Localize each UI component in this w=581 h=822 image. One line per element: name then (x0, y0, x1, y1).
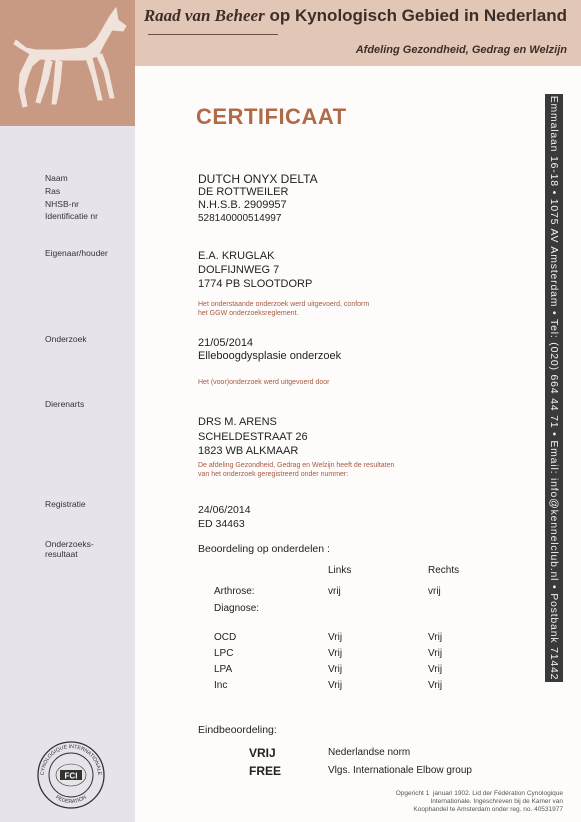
arthrose-label: Arthrose: (214, 586, 255, 597)
diagnose-label: Diagnose: (214, 603, 260, 614)
row-left: Vrij (328, 648, 343, 659)
row-right: Vrij (428, 648, 443, 659)
exam-type: Elleboogdysplasie onderzoek (198, 350, 342, 362)
row-name: Inc (214, 680, 228, 691)
logo-box (0, 0, 135, 126)
label-ras: Ras (45, 186, 61, 196)
dog-breed: DE ROTTWEILER (198, 186, 289, 198)
label-eigenaar: Eigenaar/houder (45, 248, 108, 258)
dog-nhsb: N.H.S.B. 2909957 (198, 199, 287, 211)
label-nhsb: NHSB-nr (45, 199, 80, 209)
registration-date: 24/06/2014 (198, 504, 251, 516)
final-norm-nl: Nederlandse norm (328, 747, 411, 758)
fci-seal-icon (36, 740, 106, 810)
row-name: OCD (214, 632, 237, 643)
row-right: Vrij (428, 664, 443, 675)
label-dierenarts: Dierenarts (45, 399, 85, 409)
row-right: Vrij (428, 680, 443, 691)
note-owner: Het onderstaande onderzoek werd uitgevoerd, conform het GGW onderzoeksreglement. (198, 301, 370, 317)
row-left: Vrij (328, 632, 343, 643)
vet-city: 1823 WB ALKMAAR (198, 445, 299, 457)
row-right: Vrij (428, 632, 443, 643)
label-naam: Naam (45, 173, 68, 183)
svg-text:FEDERATION (54, 794, 87, 805)
label-onderzoek: Onderzoek (45, 334, 87, 344)
registration-number: ED 34463 (198, 518, 245, 530)
row-left: Vrij (328, 664, 343, 675)
result-heading: Beoordeling op onderdelen : (198, 543, 330, 555)
label-identificatie: Identificatie nr (45, 211, 98, 221)
org-name-rest: op Kynologisch Gebied in Nederland (269, 6, 567, 25)
vet-street: SCHELDESTRAAT 26 (198, 431, 308, 443)
owner-street: DOLFIJNWEG 7 (198, 264, 280, 276)
organization-title (144, 6, 567, 26)
dog-chip: 528140000514997 (198, 213, 282, 224)
note-exam: Het (voor)onderzoek werd uitgevoerd door (198, 379, 330, 386)
header-rule (148, 34, 278, 35)
label-registratie: Registratie (45, 499, 86, 509)
department-name: Afdeling Gezondheid, Gedrag en Welzijn (355, 44, 567, 56)
row-name: LPC (214, 648, 234, 659)
seal-center-text: FCI (64, 771, 78, 781)
contact-bar-text: Emmalaan 16-18 • 1075 AV Amsterdam • Tel: (020) 664 44 71 • Email: info@kennelclub.nl • Postbank 71442 (548, 95, 560, 681)
final-verdict-en: FREE (249, 764, 282, 778)
owner-name: E.A. KRUGLAK (198, 250, 275, 262)
label-resultaat: Onderzoeks- resultaat (45, 539, 94, 559)
col-right-header: Rechts (428, 565, 460, 576)
footer-note: Opgericht 1 januari 1902. Lid der Fédération Cynologique Internationale. Ingeschreven bij de Kamer van Koophandel te Amsterdam onder reg. no. 40531977 (395, 790, 563, 813)
seal-ring-text-bottom: FEDERATION (54, 794, 88, 806)
col-left-header: Links (328, 565, 352, 576)
final-label: Eindbeoordeling: (198, 724, 277, 736)
exam-date: 21/05/2014 (198, 337, 254, 349)
dog-name: DUTCH ONYX DELTA (198, 172, 318, 186)
final-norm-en: Vlgs. Internationale Elbow group (328, 765, 472, 776)
arthrose-left: vrij (328, 586, 341, 597)
owner-city: 1774 PB SLOOTDORP (198, 278, 313, 290)
certificate-title: CERTIFICAAT (196, 104, 347, 129)
arthrose-right: vrij (428, 586, 441, 597)
seal-ring-text: CYNOLOGIQUE INTERNATIONALE (39, 743, 103, 776)
row-left: Vrij (328, 680, 343, 691)
note-vet: De afdeling Gezondheid, Gedrag en Welzijn heeft de resultaten van het onderzoek geregistreerd onder nummer: (198, 462, 395, 478)
final-verdict-nl: VRIJ (249, 746, 276, 760)
row-name: LPA (214, 664, 233, 675)
dog-logo-icon (6, 4, 131, 114)
vet-name: DRS M. ARENS (198, 416, 277, 428)
org-name-italic: Raad van Beheer (143, 6, 265, 25)
